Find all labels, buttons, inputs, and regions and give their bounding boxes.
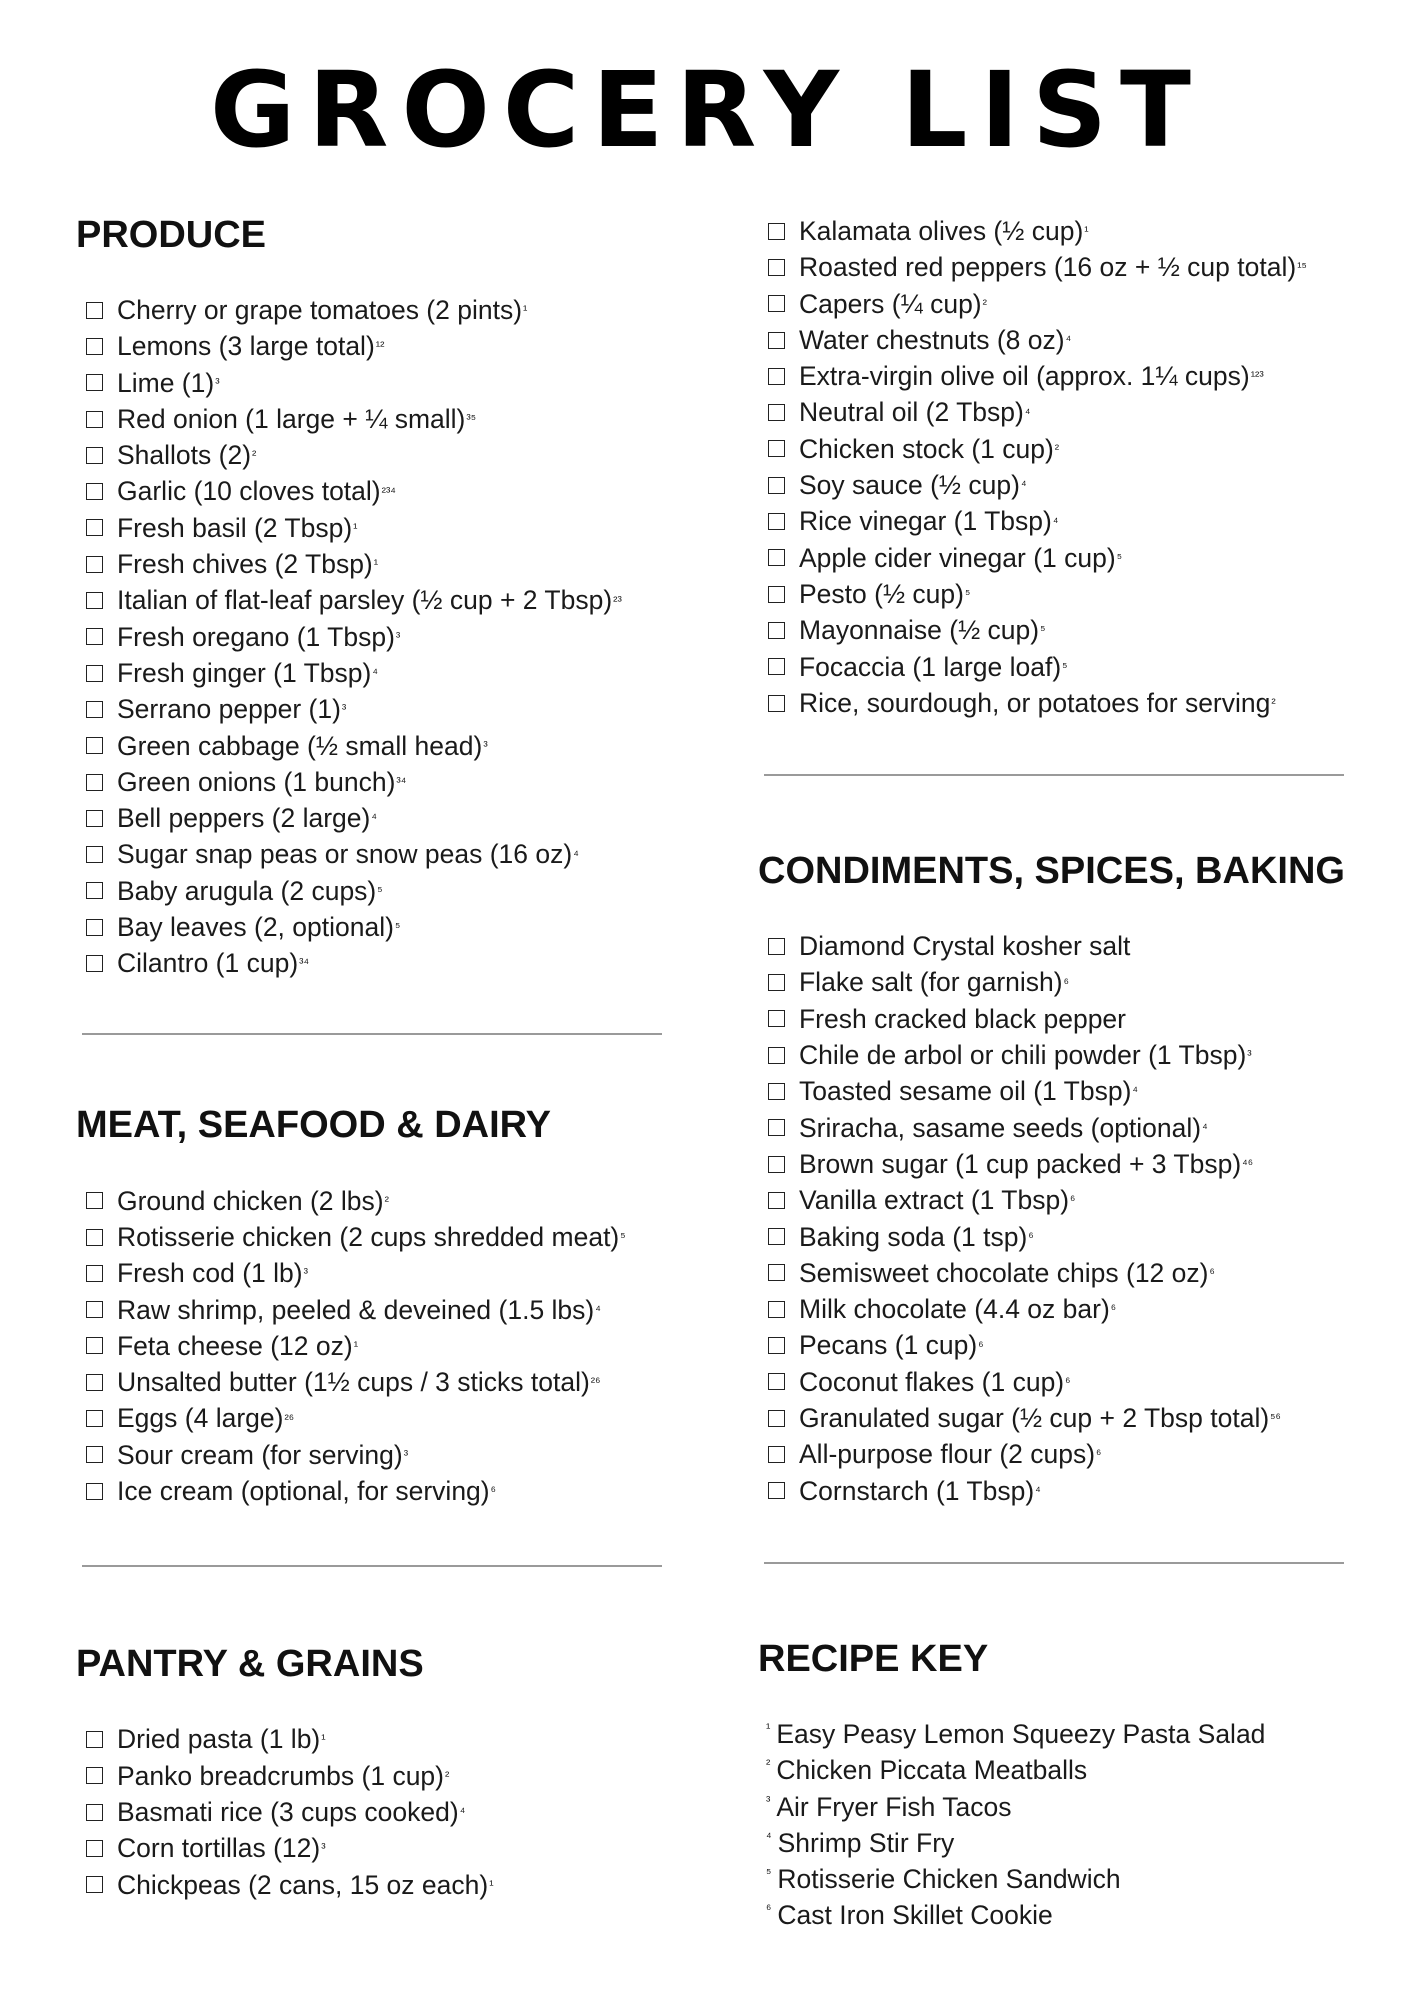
item-label: Diamond Crystal kosher salt [799,931,1131,962]
pantry-grains-list [76,1721,676,1902]
checkbox[interactable] [768,1010,785,1027]
item-label: Rice vinegar (1 Tbsp) [799,506,1052,537]
checkbox[interactable] [768,1083,785,1100]
item-label: Ground chicken (2 lbs) [117,1185,384,1216]
checkbox[interactable] [768,259,785,276]
section-heading-meat-seafood-dairy: MEAT, SEAFOOD & DAIRY [76,1103,552,1146]
item-label: Italian of flat-leaf parsley (½ cup + 2 Tbsp) [117,585,613,616]
item-label: Pesto (½ cup) [799,578,964,609]
produce-list [76,292,676,982]
condiments-spices-baking-list [758,928,1358,1509]
checkbox[interactable] [86,556,103,573]
checkbox[interactable] [768,1228,785,1245]
checkbox[interactable] [768,1264,785,1281]
item-label: Lime (1) [117,367,215,398]
recipe-name: Easy Peasy Lemon Squeezy Pasta Salad [776,1718,1266,1749]
checkbox[interactable] [86,1374,103,1391]
checkbox[interactable] [768,974,785,991]
checkbox[interactable] [768,1156,785,1173]
item-label: Fresh chives (2 Tbsp) [117,549,373,580]
item-label: Fresh cracked black pepper [799,1003,1126,1034]
checkbox[interactable] [86,665,103,682]
grocery-item[interactable]: Granulated sugar (½ cup + 2 Tbsp total) ⁵⁶ [768,1400,1358,1436]
item-label: Sugar snap peas or snow peas (16 oz) [117,839,573,870]
section-divider [764,1562,1344,1564]
grocery-item[interactable]: Baking soda (1 tsp) ⁶ [768,1219,1358,1255]
grocery-item[interactable]: Soy sauce (½ cup) ⁴ [768,467,1358,503]
section-divider [82,1033,662,1035]
checkbox[interactable] [768,586,785,603]
checkbox[interactable] [768,1301,785,1318]
section-heading-pantry-grains: PANTRY & GRAINS [76,1643,424,1686]
item-label: Rice, sourdough, or potatoes for serving [799,687,1271,718]
item-label: Sour cream (for serving) [117,1439,403,1470]
checkbox[interactable] [86,1301,103,1318]
checkbox[interactable] [768,1337,785,1354]
grocery-item[interactable]: Rice, sourdough, or potatoes for serving ² [768,685,1358,721]
checkbox[interactable] [86,338,103,355]
recipe-name: Rotisserie Chicken Sandwich [777,1864,1121,1895]
item-label: Brown sugar (1 cup packed + 3 Tbsp) [799,1148,1242,1179]
recipe-key-entry [766,1825,1358,1861]
item-label: Flake salt (for garnish) [799,967,1063,998]
grocery-item[interactable]: Garlic (10 cloves total) ²³⁴ [86,473,676,509]
checkbox[interactable] [86,1337,103,1354]
item-label: Roasted red peppers (16 oz + ½ cup total) [799,252,1297,283]
checkbox[interactable] [768,1373,785,1390]
checkbox[interactable] [86,447,103,464]
checkbox[interactable] [768,695,785,712]
grocery-item[interactable]: Baby arugula (2 cups) ⁵ [86,873,676,909]
item-label: Granulated sugar (½ cup + 2 Tbsp total) [799,1403,1270,1434]
checkbox[interactable] [86,919,103,936]
grocery-item[interactable]: Flake salt (for garnish) ⁶ [768,964,1358,1000]
meat-seafood-dairy-list [76,1183,676,1510]
grocery-item[interactable]: Fresh cod (1 lb) ³ [86,1255,676,1291]
pantry-grains-continued-list [758,213,1358,721]
recipe-name: Air Fryer Fish Tacos [776,1791,1012,1822]
item-label: Cornstarch (1 Tbsp) [799,1475,1035,1506]
recipe-key-list [758,1716,1358,1934]
checkbox[interactable] [86,737,103,754]
grocery-item[interactable]: Cilantro (1 cup) ³⁴ [86,945,676,981]
recipe-key-entry [766,1861,1358,1897]
checkbox[interactable] [768,1192,785,1209]
checkbox[interactable] [86,1483,103,1500]
grocery-item[interactable]: All-purpose flour (2 cups) ⁶ [768,1436,1358,1472]
checkbox[interactable] [768,295,785,312]
item-label: All-purpose flour (2 cups) [799,1439,1096,1470]
checkbox[interactable] [86,1767,103,1784]
grocery-item[interactable]: Basmati rice (3 cups cooked) ⁴ [86,1794,676,1830]
page-title: GROCERY LIST [210,49,1204,171]
checkbox[interactable] [768,622,785,639]
grocery-item[interactable]: Pesto (½ cup) ⁵ [768,576,1358,612]
grocery-item[interactable]: Serrano pepper (1) ³ [86,691,676,727]
item-label: Milk chocolate (4.4 oz bar) [799,1294,1110,1325]
item-label: Panko breadcrumbs (1 cup) [117,1760,444,1791]
grocery-item[interactable] [768,1001,1358,1037]
checkbox[interactable] [86,882,103,899]
item-label: Chicken stock (1 cup) [799,433,1054,464]
checkbox[interactable] [768,1446,785,1463]
section-heading-condiments-spices-baking: CONDIMENTS, SPICES, BAKING [758,850,1345,893]
checkbox[interactable] [86,1446,103,1463]
grocery-item[interactable]: Cornstarch (1 Tbsp) ⁴ [768,1473,1358,1509]
item-label: Fresh ginger (1 Tbsp) [117,657,372,688]
grocery-item[interactable]: Red onion (1 large + ¼ small) ³⁵ [86,401,676,437]
checkbox[interactable] [86,810,103,827]
grocery-item[interactable]: Sugar snap peas or snow peas (16 oz) ⁴ [86,836,676,872]
item-label: Apple cider vinegar (1 cup) [799,542,1116,573]
grocery-item[interactable]: Feta cheese (12 oz) ¹ [86,1328,676,1364]
checkbox[interactable] [768,1482,785,1499]
item-label: Fresh oregano (1 Tbsp) [117,621,395,652]
checkbox[interactable] [86,1840,103,1857]
section-divider [764,774,1344,776]
checkbox[interactable] [86,374,103,391]
item-label: Green cabbage (½ small head) [117,730,483,761]
item-label: Fresh cod (1 lb) [117,1258,303,1289]
grocery-item[interactable]: Italian of flat-leaf parsley (½ cup + 2 Tbsp) ²³ [86,582,676,618]
checkbox[interactable] [86,1410,103,1427]
item-label: Semisweet chocolate chips (12 oz) [799,1257,1209,1288]
grocery-item[interactable]: Neutral oil (2 Tbsp) ⁴ [768,394,1358,430]
grocery-item[interactable]: Semisweet chocolate chips (12 oz) ⁶ [768,1255,1358,1291]
grocery-item[interactable]: Shallots (2) ² [86,437,676,473]
item-label: Lemons (3 large total) [117,331,375,362]
item-label: Baking soda (1 tsp) [799,1221,1028,1252]
grocery-item[interactable]: Sriracha, sasame seeds (optional) ⁴ [768,1110,1358,1146]
item-label: Fresh basil (2 Tbsp) [117,512,353,543]
item-label: Feta cheese (12 oz) [117,1330,353,1361]
checkbox[interactable] [768,223,785,240]
checkbox[interactable] [768,513,785,530]
recipe-key-entry [766,1897,1358,1933]
checkbox[interactable] [86,628,103,645]
recipe-key-entry [766,1716,1358,1752]
item-label: Capers (¼ cup) [799,288,982,319]
item-label: Kalamata olives (½ cup) [799,216,1084,246]
grocery-item[interactable]: Rice vinegar (1 Tbsp) ⁴ [768,503,1358,539]
grocery-item[interactable]: Chile de arbol or chili powder (1 Tbsp) ³ [768,1037,1358,1073]
recipe-number: ⁶ [766,1901,772,1917]
item-label: Rotisserie chicken (2 cups shredded meat) [117,1221,620,1252]
checkbox[interactable] [86,1804,103,1821]
grocery-item[interactable]: Extra-virgin olive oil (approx. 1¼ cups) ¹²³ [768,358,1358,394]
grocery-item[interactable]: Green cabbage (½ small head) ³ [86,728,676,764]
grocery-item[interactable]: Roasted red peppers (16 oz + ½ cup total) ¹⁵ [768,249,1358,285]
checkbox[interactable] [86,592,103,609]
grocery-item[interactable]: Mayonnaise (½ cup) ⁵ [768,612,1358,648]
grocery-item[interactable]: Kalamata olives (½ cup) ¹ [768,213,1358,249]
checkbox[interactable] [768,477,785,494]
item-label: Vanilla extract (1 Tbsp) [799,1185,1070,1216]
section-heading-produce: PRODUCE [76,214,267,256]
grocery-item[interactable]: Ice cream (optional, for serving) ⁶ [86,1473,676,1509]
item-label: Raw shrimp, peeled & deveined (1.5 lbs) [117,1294,595,1325]
recipe-name: Chicken Piccata Meatballs [776,1755,1088,1786]
recipe-key-entry [766,1752,1358,1788]
item-label: Sriracha, sasame seeds (optional) [799,1112,1202,1143]
item-label: Green onions (1 bunch) [117,766,396,797]
item-label: Baby arugula (2 cups) [117,875,377,906]
grocery-item[interactable]: Focaccia (1 large loaf) ⁵ [768,649,1358,685]
item-label: Water chestnuts (8 oz) [799,324,1065,355]
grocery-item[interactable]: Raw shrimp, peeled & deveined (1.5 lbs) ⁴ [86,1292,676,1328]
item-label: Toasted sesame oil (1 Tbsp) [799,1076,1132,1107]
checkbox[interactable] [768,1410,785,1427]
item-label: Shallots (2) [117,440,252,471]
checkbox[interactable] [86,483,103,500]
item-label: Chickpeas (2 cans, 15 oz each) [117,1869,489,1900]
item-label: Bay leaves (2, optional) [117,912,394,943]
item-label: Serrano pepper (1) [117,694,341,725]
checkbox[interactable] [768,368,785,385]
item-label: Chile de arbol or chili powder (1 Tbsp) [799,1040,1247,1071]
item-label: Neutral oil (2 Tbsp) [799,397,1024,428]
checkbox[interactable] [768,332,785,349]
checkbox[interactable] [86,701,103,718]
item-label: Bell peppers (2 large) [117,803,371,834]
item-label: Mayonnaise (½ cup) [799,615,1040,646]
recipe-name: Cast Iron Skillet Cookie [777,1900,1053,1931]
grocery-item[interactable]: Bell peppers (2 large) ⁴ [86,800,676,836]
checkbox[interactable] [86,519,103,536]
grocery-item[interactable] [768,928,1358,964]
grocery-item[interactable]: Cherry or grape tomatoes (2 pints) ¹ [86,292,676,328]
item-label: Dried pasta (1 lb) [117,1724,321,1755]
item-label: Ice cream (optional, for serving) [117,1476,490,1507]
grocery-item[interactable]: Apple cider vinegar (1 cup) ⁵ [768,540,1358,576]
item-label: Pecans (1 cup) [799,1330,978,1361]
grocery-item[interactable]: Water chestnuts (8 oz) ⁴ [768,322,1358,358]
recipe-number: ² [766,1756,771,1772]
recipe-number: ¹ [766,1719,771,1735]
checkbox[interactable] [86,955,103,972]
checkbox[interactable] [768,440,785,457]
section-divider [82,1565,662,1567]
checkbox[interactable] [768,938,785,955]
grocery-item[interactable]: Pecans (1 cup) ⁶ [768,1327,1358,1363]
item-label: Red onion (1 large + ¼ small) [117,403,466,434]
grocery-item[interactable]: Rotisserie chicken (2 cups shredded meat) ⁵ [86,1219,676,1255]
item-label: Coconut flakes (1 cup) [799,1366,1065,1397]
checkbox[interactable] [768,404,785,421]
checkbox[interactable] [86,774,103,791]
grocery-item[interactable]: Brown sugar (1 cup packed + 3 Tbsp) ⁴⁶ [768,1146,1358,1182]
grocery-item[interactable]: Eggs (4 large) ²⁶ [86,1400,676,1436]
recipe-number: ⁵ [766,1865,772,1881]
grocery-item[interactable]: Panko breadcrumbs (1 cup) ² [86,1758,676,1794]
checkbox[interactable] [86,1192,103,1209]
item-label: Unsalted butter (1½ cups / 3 sticks total) [117,1367,590,1398]
item-label: Corn tortillas (12) [117,1833,321,1864]
grocery-item[interactable]: Fresh ginger (1 Tbsp) ⁴ [86,655,676,691]
grocery-item[interactable]: Fresh chives (2 Tbsp) ¹ [86,546,676,582]
grocery-item[interactable]: Unsalted butter (1½ cups / 3 sticks total) ²⁶ [86,1364,676,1400]
grocery-item[interactable]: Capers (¼ cup) ² [768,286,1358,322]
checkbox[interactable] [768,549,785,566]
item-label: Cherry or grape tomatoes (2 pints) [117,295,523,325]
right-column [758,213,1358,1934]
item-label: Soy sauce (½ cup) [799,470,1020,501]
grocery-item[interactable]: Sour cream (for serving) ³ [86,1437,676,1473]
section-heading-recipe-key: RECIPE KEY [758,1637,989,1680]
grocery-item[interactable]: Milk chocolate (4.4 oz bar) ⁶ [768,1291,1358,1327]
recipe-number: ³ [766,1792,771,1808]
item-label: Garlic (10 cloves total) [117,476,381,507]
item-label: Eggs (4 large) [117,1403,284,1434]
grocery-item[interactable]: Ground chicken (2 lbs) ² [86,1183,676,1219]
checkbox[interactable] [86,1876,103,1893]
item-label: Cilantro (1 cup) [117,948,299,979]
item-label: Extra-virgin olive oil (approx. 1¼ cups) [799,361,1250,392]
grocery-item[interactable]: Bay leaves (2, optional) ⁵ [86,909,676,945]
checkbox[interactable] [768,1047,785,1064]
grocery-item[interactable]: Dried pasta (1 lb) ¹ [86,1721,676,1757]
grocery-item[interactable]: Chickpeas (2 cans, 15 oz each) ¹ [86,1867,676,1903]
checkbox[interactable] [86,411,103,428]
checkbox[interactable] [768,658,785,675]
item-label: Focaccia (1 large loaf) [799,651,1062,682]
grocery-item[interactable]: Coconut flakes (1 cup) ⁶ [768,1364,1358,1400]
checkbox[interactable] [86,1731,103,1748]
recipe-name: Shrimp Stir Fry [777,1827,955,1858]
grocery-item[interactable]: Green onions (1 bunch) ³⁴ [86,764,676,800]
grocery-item[interactable]: Lemons (3 large total) ¹² [86,328,676,364]
grocery-item[interactable]: Chicken stock (1 cup) ² [768,431,1358,467]
grocery-item[interactable]: Vanilla extract (1 Tbsp) ⁶ [768,1182,1358,1218]
recipe-key-entry [766,1789,1358,1825]
checkbox[interactable] [86,302,103,319]
left-column [76,216,676,1903]
item-label: Basmati rice (3 cups cooked) [117,1796,459,1827]
grocery-item[interactable]: Corn tortillas (12) ³ [86,1830,676,1866]
grocery-item[interactable]: Lime (1) ³ [86,365,676,401]
checkbox[interactable] [86,1229,103,1246]
checkbox[interactable] [86,846,103,863]
checkbox[interactable] [768,1119,785,1136]
recipe-number: ⁴ [766,1828,772,1844]
grocery-item[interactable]: Fresh oregano (1 Tbsp) ³ [86,619,676,655]
grocery-item[interactable]: Toasted sesame oil (1 Tbsp) ⁴ [768,1073,1358,1109]
checkbox[interactable] [86,1265,103,1282]
grocery-item[interactable]: Fresh basil (2 Tbsp) ¹ [86,510,676,546]
